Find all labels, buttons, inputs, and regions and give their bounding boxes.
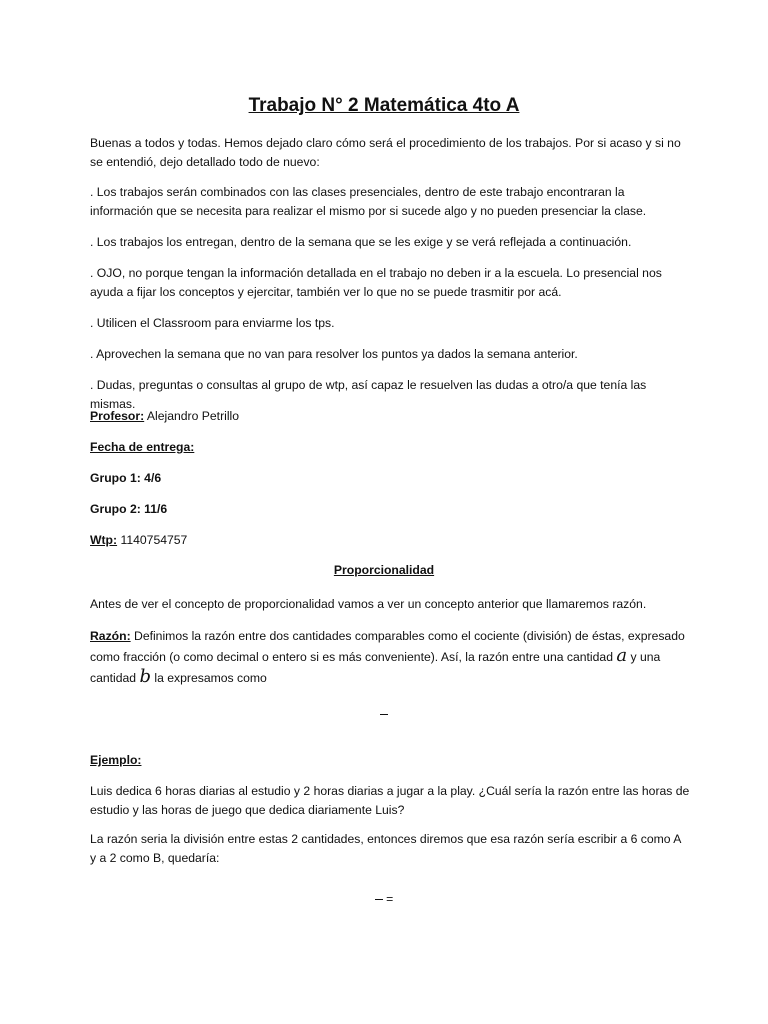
bullet-paragraph: . Aprovechen la semana que no van para resolver los puntos ya dados la semana anterior. [90,347,578,361]
razon-paragraph [90,626,690,688]
wtp-number: 1140754757 [117,533,188,547]
razon-explanation: La razón seria la división entre estas 2 cantidades, entonces diremos que esa razón sería escribir a 6 como A y a 2 como B, quedaría: [90,832,681,865]
fraction-bar [375,899,383,900]
ejemplo-paragraph: Luis dedica 6 horas diarias al estudio y 2 horas diarias a jugar a la play. ¿Cuál sería la razón entre las horas de estudio y las horas de juego que dedica diariamente Luis? [90,784,690,817]
bullet-paragraph: . Los trabajos los entregan, dentro de la semana que se les exige y se verá reflejada a continuación. [90,235,632,249]
result-formula [0,892,768,906]
ejemplo-label: Ejemplo: [90,753,142,767]
razon-text: la expresamos como [151,671,267,685]
section-title: Proporcionalidad [333,563,435,577]
bullet-paragraph: . OJO, no porque tengan la información detallada en el trabajo no deben ir a la escuela. Lo presencial nos ayuda a fijar los conceptos y ejercitar, también ver lo que no se puede trasmitir por acá. [90,266,662,299]
section-intro: Antes de ver el concepto de proporcionalidad vamos a ver un concepto anterior que llamaremos razón. [90,597,647,611]
profesor-name: Alejandro Petrillo [144,409,240,423]
profesor-label: Profesor: [90,409,145,423]
variable-b: b [139,666,151,687]
razon-text: y una cantidad [90,650,661,685]
bullet-paragraph: . Los trabajos serán combinados con las clases presenciales, dentro de este trabajo encontraran la información que se necesita para realizar el mismo por si sucede algo y no pueden presenciar la clase. [90,185,647,218]
page-title: Trabajo N° 2 Matemática 4to A [248,95,520,116]
equals-sign: = [386,892,394,906]
fraction-bar [380,714,388,715]
grupo-2-date: Grupo 2: 11/6 [90,502,168,516]
bullet-paragraph: . Dudas, preguntas o consultas al grupo de wtp, así capaz le resuelven las dudas a otro/a que tenía las mismas. [90,378,647,411]
fraction-formula [0,707,768,721]
grupo-1-date: Grupo 1: 4/6 [90,471,162,485]
razon-label: Razón: [90,629,131,643]
wtp-label: Wtp: [90,533,118,547]
bullet-paragraph: . Utilicen el Classroom para enviarme los tps. [90,316,335,330]
fecha-entrega-label: Fecha de entrega: [90,440,195,454]
wtp-line [90,531,690,550]
intro-paragraph: Buenas a todos y todas. Hemos dejado claro cómo será el procedimiento de los trabajos. Por si acaso y si no se entendió, dejo detallado todo de nuevo: [90,136,681,169]
variable-a: a [616,645,628,666]
razon-text: Definimos la razón entre dos cantidades comparables como el cociente (división) de éstas, expresado como fracción (o como decimal o entero si es más conveniente). Así, la razón entre una cantidad [90,629,685,664]
profesor-line [90,407,690,426]
